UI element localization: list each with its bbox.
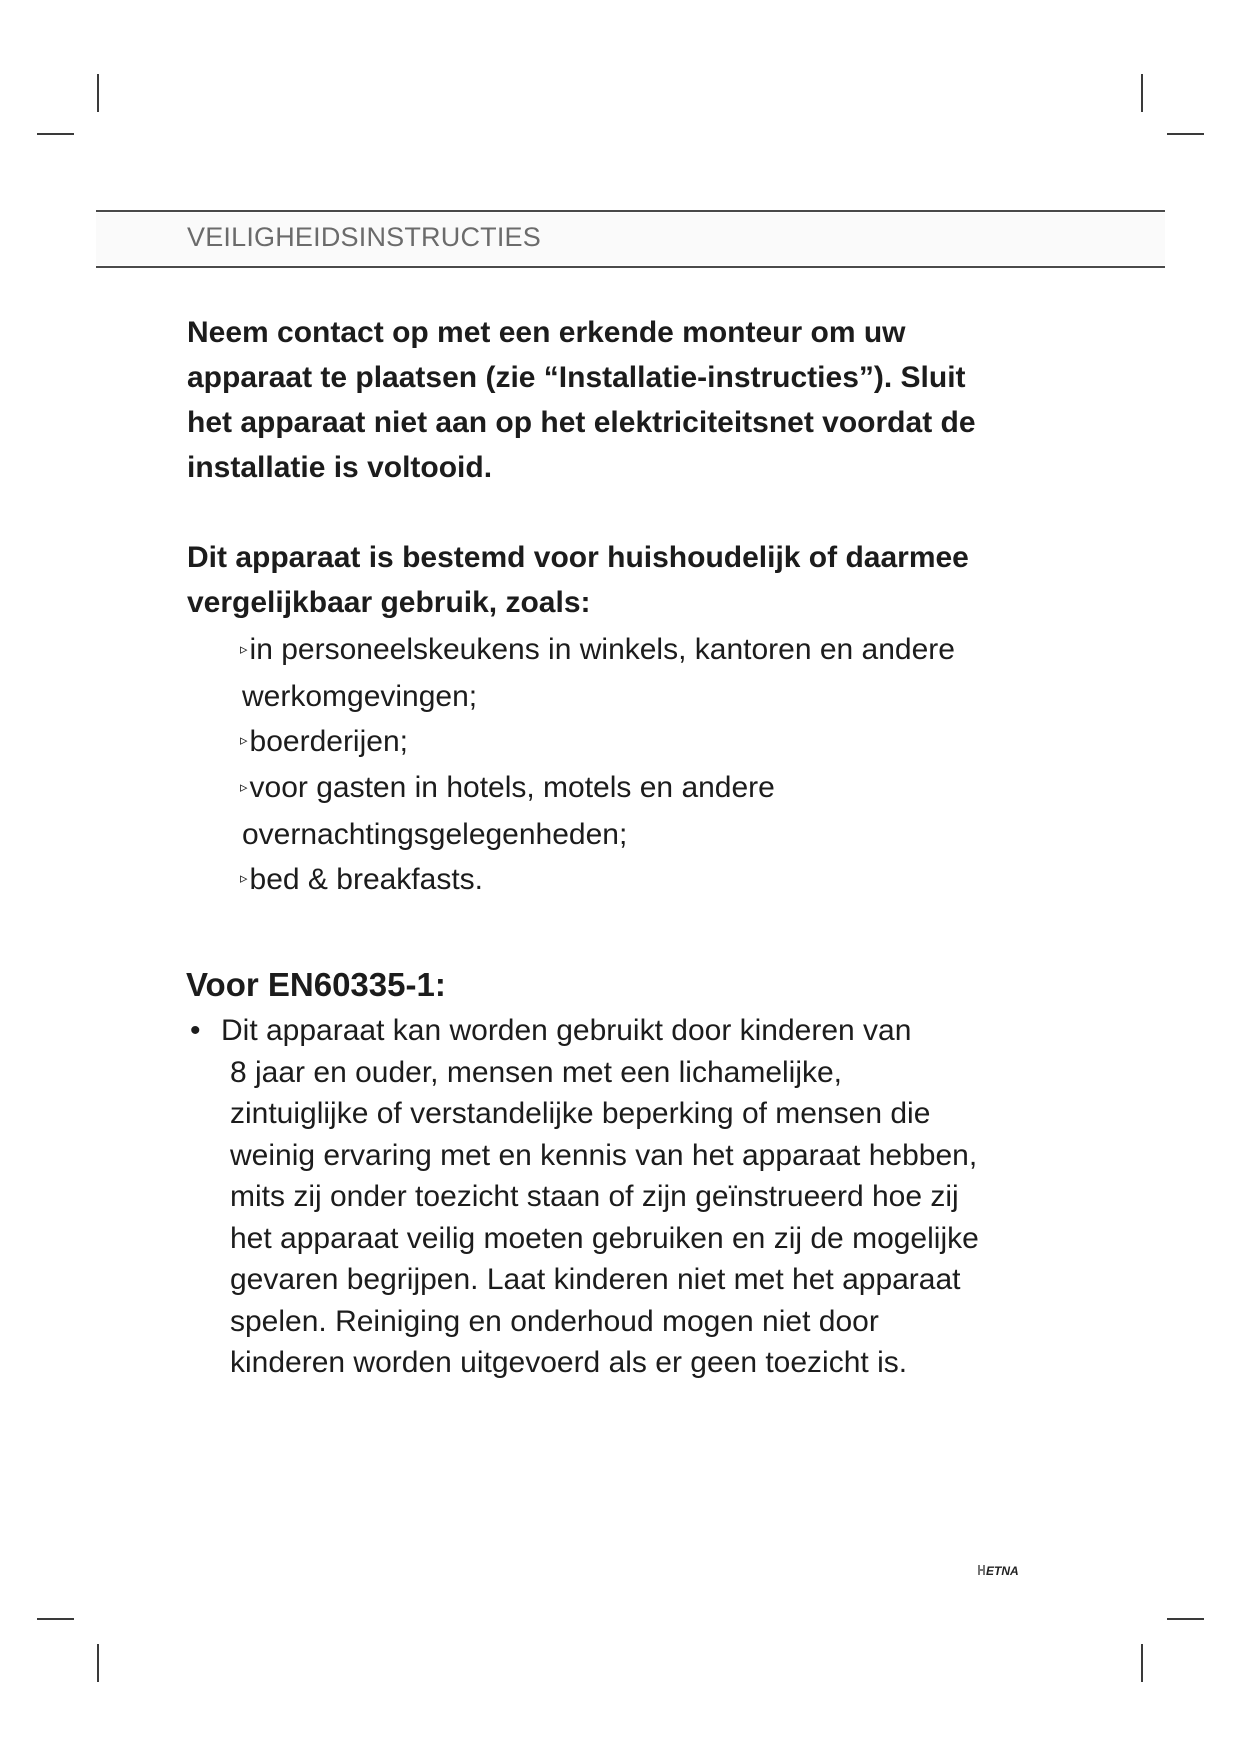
list-item: [240, 857, 955, 904]
triangle-bullet-icon: ▹: [240, 640, 248, 658]
crop-mark-top-left-vertical: [97, 74, 99, 112]
list-item: [240, 719, 955, 766]
paragraph-line: mits zij onder toezicht staan of zijn geïnstrueerd hoe zij: [230, 1180, 959, 1213]
triangle-bullet-icon: ▹: [240, 778, 248, 796]
installation-notice-line: apparaat te plaatsen (zie “Installatie-instructies”). Sluit: [187, 361, 966, 394]
list-item-text: in personeelskeukens in winkels, kantoren en andere: [249, 633, 955, 666]
paragraph-line: zintuiglijke of verstandelijke beperking of mensen die: [230, 1097, 931, 1130]
crop-mark-bottom-right-horizontal: [1167, 1618, 1204, 1620]
installation-notice-line: installatie is voltooid.: [187, 451, 493, 484]
list-item: [240, 765, 955, 812]
bullet-icon: •: [190, 1014, 201, 1047]
standard-heading: Voor EN60335-1:: [186, 966, 446, 1003]
header-bottom-rule: [96, 266, 1165, 268]
intended-use-notice: [187, 535, 969, 625]
triangle-bullet-icon: ▹: [240, 732, 248, 750]
intended-use-line: Dit apparaat is bestemd voor huishoudelijk of daarmee: [187, 541, 969, 574]
list-item: [240, 627, 955, 674]
etna-logo: [978, 1561, 1024, 1578]
page-title: VEILIGHEIDSINSTRUCTIES: [187, 222, 541, 252]
paragraph-line: weinig ervaring met en kennis van het apparaat hebben,: [230, 1138, 978, 1172]
installation-notice: [187, 310, 976, 490]
paragraph-line: spelen. Reiniging en onderhoud mogen niet door: [230, 1304, 879, 1338]
paragraph-line: Dit apparaat kan worden gebruikt door kinderen van: [221, 1014, 912, 1047]
paragraph-line: 8 jaar en ouder, mensen met een lichamelijke,: [230, 1055, 843, 1089]
crop-mark-top-left-horizontal: [37, 133, 74, 135]
standard-bullet-paragraph: [186, 1010, 979, 1384]
list-item-text: boerderijen;: [249, 724, 408, 758]
installation-notice-line: het apparaat niet aan op het elektriciteitsnet voordat de: [187, 406, 976, 439]
installation-notice-line: Neem contact op met een erkende monteur om uw: [187, 316, 906, 349]
intended-use-list: [240, 627, 955, 903]
list-item-continuation: werkomgevingen;: [242, 679, 478, 713]
crop-mark-bottom-right-vertical: [1141, 1644, 1143, 1682]
paragraph-line: kinderen worden uitgevoerd als er geen toezicht is.: [230, 1346, 908, 1379]
list-item-continuation: overnachtingsgelegenheden;: [242, 817, 628, 851]
triangle-bullet-icon: ▹: [240, 870, 248, 888]
crop-mark-top-right-horizontal: [1167, 133, 1204, 135]
paragraph-line: het apparaat veilig moeten gebruiken en zij de mogelijke: [230, 1221, 979, 1255]
crop-mark-bottom-left-horizontal: [37, 1618, 74, 1620]
list-item-text: bed & breakfasts.: [249, 862, 483, 896]
crop-mark-bottom-left-vertical: [97, 1644, 99, 1682]
list-item-text: voor gasten in hotels, motels en andere: [249, 771, 775, 805]
paragraph-line: gevaren begrijpen. Laat kinderen niet met het apparaat: [230, 1263, 961, 1296]
header-top-rule: [96, 210, 1165, 212]
logo-text: ETNA: [986, 1564, 1019, 1578]
intended-use-line: vergelijkbaar gebruik, zoals:: [187, 586, 591, 619]
crop-mark-top-right-vertical: [1141, 74, 1143, 112]
